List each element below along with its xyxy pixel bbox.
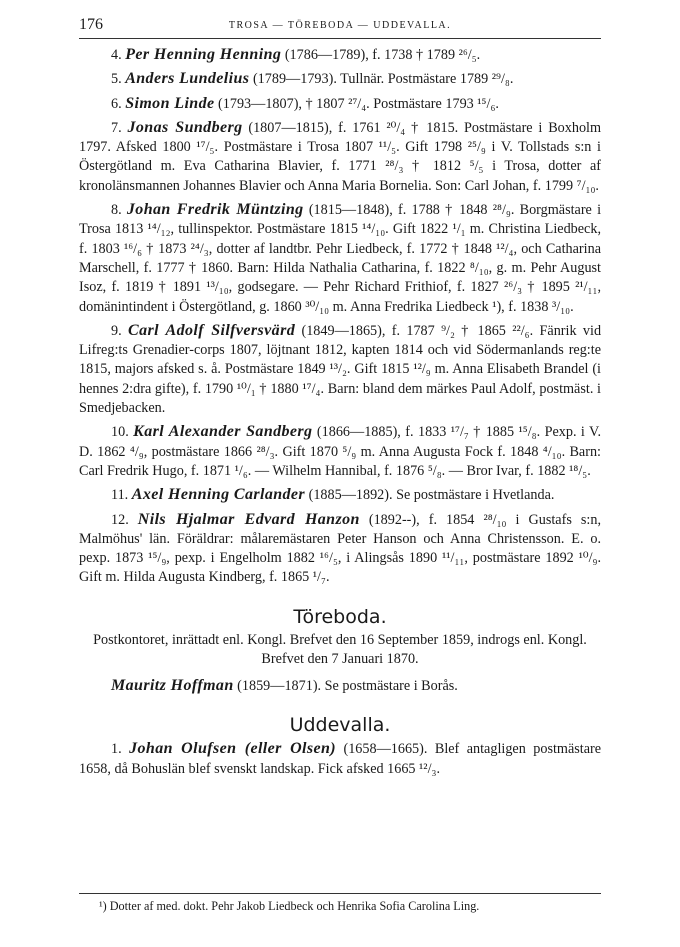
entry-number: 10. — [111, 424, 129, 441]
entry-text: (1789—1793). Tullnär. Postmästare 1789 ²⁹/₈. — [252, 71, 514, 88]
entry — [79, 118, 601, 196]
section-title-toreboda: Töreboda. — [293, 605, 387, 628]
entry-number: 7. — [111, 119, 122, 136]
entry-number: 5. — [111, 71, 122, 88]
entry — [79, 69, 601, 89]
person-name: Jonas Sundberg — [127, 118, 243, 136]
entry-number: 8. — [111, 202, 122, 219]
entry — [79, 94, 601, 114]
footnote: ¹) Dotter af med. dokt. Pehr Jakob Liedbeck och Henrika Sofia Carolina Ling. — [79, 893, 601, 914]
entry — [79, 422, 601, 481]
uddevalla-entry — [79, 739, 601, 779]
entry-text: (1892--), f. 1854 ²⁸/₁₀ i Gustafs s:n, Malmöhus' län. Föräldrar: målaremästaren Peter Hanson och Anna Christensson. E. o. pexp. 1873 ¹⁵/₉, pexp. i Engelholm 1882 ¹⁶/₅, i Alingsås 1890 ¹¹/₁₁, postmästare 1892 ¹⁰/₉. Gift m. Hilda Augusta Kindberg, f. 1865 ¹/₇. — [79, 511, 601, 586]
person-name: Carl Adolf Silfversvärd — [128, 321, 296, 339]
toreboda-intro: Postkontoret, inrättadt enl. Kongl. Brefvet den 16 September 1859, indrogs enl. Kongl. Brefvet den 7 Januari 1870. — [93, 632, 587, 668]
entry-text: (1815—1848), f. 1788 † 1848 ²⁸/₉. Borgmästare i Trosa 1813 ¹⁴/₁₂, tullinspektor. Postmästare 1815 ¹⁴/₁₀. Gift 1822 ¹/₁ m. Christina Liedbeck, f. 1803 ¹⁶/₆ † 1873 ²⁴/₃, dotter af landtbr. Pehr Liedbeck, f. 1772 † 1848 ¹²/₄, och Catharina Marschell, f. 1777 † 1860. Barn: Hilda Nathalia Catharina, f. 1822 ⁸/₁₀, g. m. Pehr August Isoz, f. 1819 † 1891 ¹³/₁₀, godsegare. — Pehr Richard Frithiof, f. 1827 ²⁶/₃ † 1895 ²¹/₁₁, domänintindent i Östergötland, g. 1860 ³⁰/₁₀ m. Anna Fredrika Liedbeck ¹), f. 1838 ³/₁₀. — [79, 202, 602, 315]
person-name: Simon Linde — [125, 94, 215, 112]
trosa-entries — [79, 45, 601, 588]
person-name: Per Henning Henning — [125, 46, 282, 63]
person-name: Karl Alexander Sandberg — [133, 423, 313, 441]
person-name: Anders Lundelius — [125, 70, 250, 88]
entry-number: 9. — [111, 322, 122, 339]
person-name: Mauritz Hoffman — [111, 676, 234, 694]
entry — [79, 321, 601, 418]
person-name: Johan Fredrik Müntzing — [126, 201, 304, 219]
entry — [79, 485, 601, 505]
entry-number: 1. — [111, 741, 122, 758]
entry-text: (1807—1815), f. 1761 ²⁰/₄ † 1815. Postmästare i Boxholm 1797. Afsked 1800 ¹⁷/₅. Postmästare i Trosa 1807 ¹¹/₅. Gift 1798 ²⁵/₉ i V. Tollstads s:n i Östergötland m. Eva Catharina Blavier, f. 1771 ²⁸/₃ † 1812 ⁵/₅ i Trosa, dotter af kronolänsmannen Johannes Blavier och Anna Maria Bornelia. Son: Carl Johan, f. 1799 ⁷/₁₀. — [79, 119, 602, 194]
entry-number: 6. — [111, 95, 122, 112]
entry-number: 4. — [111, 47, 122, 63]
entry-text: (1793—1807), † 1807 ²⁷/₄. Postmästare 1793 ¹⁵/₆. — [218, 95, 499, 112]
person-name: Nils Hjalmar Edvard Hanzon — [137, 510, 360, 528]
entry-text: (1786—1789), f. 1738 † 1789 ²⁶/₅. — [284, 47, 481, 63]
page-header — [79, 14, 601, 39]
person-name: Johan Olufsen (eller Olsen) — [129, 740, 337, 758]
entry-text: (1658—1665). Blef antagligen postmästare 1658, då Bohuslän blef svenskt landskap. Fick afsked 1665 ¹²/₃. — [79, 741, 602, 777]
entry — [79, 200, 601, 317]
running-title: TROSA — TÖREBODA — UDDEVALLA. — [228, 20, 452, 31]
section-title-uddevalla: Uddevalla. — [289, 713, 391, 736]
entry-text: (1859—1871). Se postmästare i Borås. — [237, 677, 458, 694]
entry-text: (1885—1892). Se postmästare i Hvetlanda. — [308, 487, 555, 504]
entry-number: 12. — [111, 511, 129, 528]
entry-number: 11. — [111, 487, 129, 504]
toreboda-entry — [79, 676, 601, 696]
entry — [79, 510, 601, 588]
entry-text: (1866—1885), f. 1833 ¹⁷/₇ † 1885 ¹⁵/₈. Pexp. i V. D. 1862 ⁴/₉, postmästare 1866 ²⁸/₃. Gift 1870 ⁵/₉ m. Anna Augusta Fock f. 1848 ⁴/₁₀. Barn: Carl Fredrik Hugo, f. 1871 ¹/₆. — Wilhelm Hannibal, f. 1876 ⁵/₈. — Bror Ivar, f. 1882 ¹⁸/₅. — [79, 424, 602, 479]
page-number: 176 — [79, 16, 103, 33]
person-name: Axel Henning Carlander — [131, 486, 306, 504]
entry — [79, 45, 601, 65]
body-text — [79, 45, 601, 783]
entry-text: (1849—1865), f. 1787 ⁹/₂ † 1865 ²²/₆. Fänrik vid Lifreg:ts Grenadier-corps 1807, löjtnant 1812, kapten 1814 och vid Södermanlands reg:te 1815, majors afsked s. å. Postmästare 1849 ¹³/₂. Gift 1815 ¹²/₉ m. Anna Elisabeth Brandel (i hennes 2:dra gifte), f. 1790 ¹⁰/₁ † 1880 ¹⁷/₄. Barn: bland dem märkes Paul Adolf, postmäst. i Smedjebacken. — [79, 322, 602, 417]
